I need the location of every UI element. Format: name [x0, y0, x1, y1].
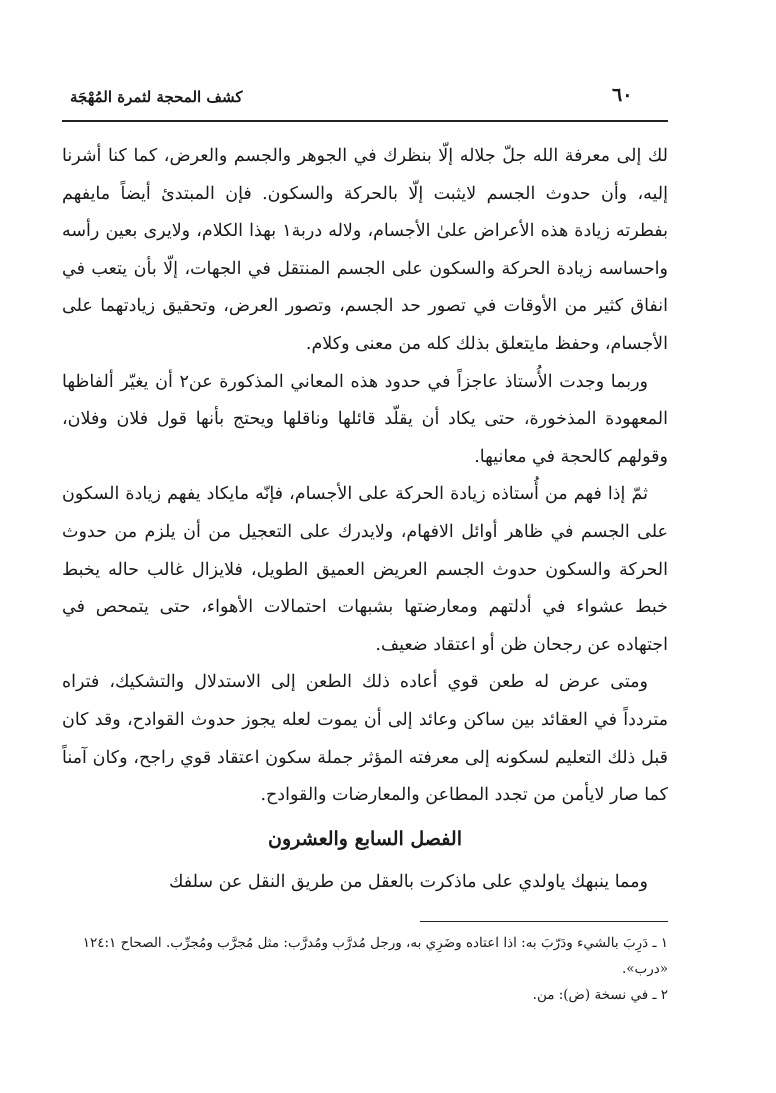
paragraph: لك إلى معرفة الله جلّ جلاله إلّا بنظرك في الجوهر والجسم والعرض، كما كنا أشرنا إليه، وأن حدوث الجسم لايثبت إلّا بالحركة والسكون. فإن المبتدئ أيضاً مايفهم بفطرته زيادة هذه الأعراض علىٰ الأجسام، ولاله دربة١ بهذا الكلام، ولايرى بعين رأسه واحساسه زيادة الحركة والسكون على الجسم المنتقل في الجهات، إلّا بأن يتعب في انفاق كثير من الأوقات في تصور حد الجسم، وتصور العرض، وتحقيق زيادتهما على الأجسام، وحفظ مايتعلق بذلك كله من معنى وكلام. [62, 146, 668, 354]
footnote: ١ ـ دَرِبَ بالشيء ودَرّبَ به: اذا اعتاده وضَرِي به، ورجل مُدرَّب ومُدرَّب: مثل مُجرَّب ومُجرِّب. الصحاح ١٢٤:١ «درب». [82, 935, 668, 977]
paragraph: ومتى عرض له طعن قوي أعاده ذلك الطعن إلى الاستدلال والتشكيك، فتراه متردداً في العقائد بين ساكن وعائد إلى أن يموت لعله يجوز حدوث القوادح، وقد كان قبل ذلك التعليم لسكونه إلى معرفته المؤثر جملة سكون اعتقاد قوي راجح، وكان آمناً كما صار لايأمن من تجدد المطاعن والمعارضات والقوادح. [62, 672, 668, 806]
header-rule [62, 120, 668, 122]
chapter-opening-line: ومما ينبهك ياولدي على ماذكرت بالعقل من طريق النقل عن سلفك [168, 872, 648, 892]
footnotes [62, 930, 668, 1008]
page-number: ٦٠ [612, 84, 633, 106]
running-title: كشف المحجة لثمرة المُهْجَة [70, 88, 243, 106]
paragraph: ثمّ إذا فهم من أُستاذه زيادة الحركة على الأجسام، فإنّه مايكاد يفهم زيادة السكون على الجسم في ظاهر أوائل الافهام، ولايدرك على التعجيل من أن يلزم من حدوث الحركة والسكون حدوث الجسم العريض العميق الطويل، فلايزال غالب حاله يخبط خبط عشواء في أدلتهم ومعارضتها بشبهات احتمالات الأهواء، حتى يتمحص في اجتهاده عن رجحان ظن أو اعتقاد ضعيف. [62, 484, 668, 655]
paragraph: وربما وجدت الأُستاذ عاجزاً في حدود هذه المعاني المذكورة عن٢ أن يغيّر ألفاظها المعهودة المذخورة، حتى يكاد أن يقلّد قائلها وناقلها ويحتج بأنها قول فلان وفلان، وقولهم كالحجة في معانيها. [62, 371, 668, 467]
chapter-title: الفصل السابع والعشرون [268, 828, 462, 850]
footnote-rule [420, 921, 668, 922]
footnote: ٢ ـ في نسخة (ض): من. [532, 987, 668, 1003]
body-text [62, 138, 668, 815]
